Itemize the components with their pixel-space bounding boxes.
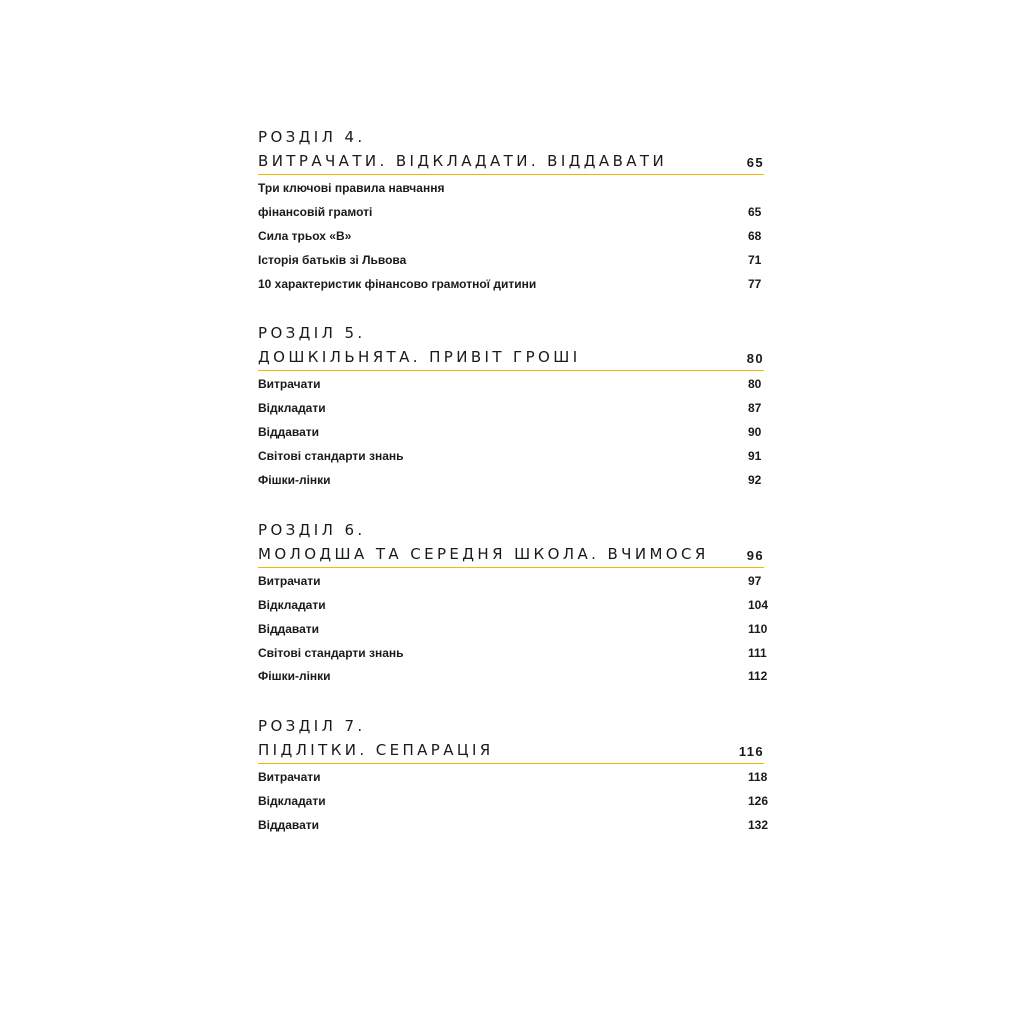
- chapter-divider: [258, 567, 764, 568]
- entry-title: 10 характеристик фінансово грамотної дитини: [258, 276, 537, 291]
- toc-entry: [258, 273, 768, 297]
- toc-entry: [258, 201, 768, 225]
- toc-entry: [258, 397, 768, 421]
- toc-entry: [258, 814, 768, 838]
- entry-page: 71: [748, 252, 762, 267]
- entry-title: Віддавати: [258, 425, 320, 440]
- entry-page: 91: [748, 449, 762, 464]
- entry-title: Витрачати: [258, 573, 321, 588]
- toc-entry: [258, 249, 768, 273]
- entry-title: Сила трьох «В»: [258, 228, 352, 243]
- chapter-page-number: 96: [746, 547, 764, 563]
- entry-page: 111: [748, 645, 767, 660]
- entry-title: Світові стандарти знань: [258, 449, 404, 464]
- entry-title: Віддавати: [258, 818, 320, 833]
- toc-entry: [258, 618, 768, 642]
- toc-entry: [258, 594, 768, 618]
- chapter-4: [258, 126, 768, 296]
- entry-title: Три ключові правила навчання: [258, 181, 445, 195]
- entry-page: 132: [748, 818, 769, 833]
- chapter-title-row: [258, 541, 768, 567]
- entry-title: фінансовій грамоті: [258, 204, 373, 219]
- toc-entry: [258, 642, 768, 666]
- entry-page: 80: [748, 377, 762, 392]
- toc-entry: [258, 421, 768, 445]
- chapter-title: ПІДЛІТКИ. СЕПАРАЦІЯ: [258, 741, 494, 760]
- entry-page: 68: [748, 228, 762, 243]
- chapter-label: РОЗДІЛ 4.: [258, 128, 366, 146]
- entry-title: Витрачати: [258, 770, 321, 785]
- entry-title: Відкладати: [258, 597, 326, 612]
- entry-page: 97: [748, 573, 762, 588]
- entry-title: Історія батьків зі Львова: [258, 252, 407, 267]
- chapter-title-row: [258, 148, 768, 174]
- toc-entry: [258, 665, 768, 689]
- entry-title: Світові стандарти знань: [258, 645, 404, 660]
- chapter-title: ДОШКІЛЬНЯТА. ПРИВІТ ГРОШІ: [258, 348, 581, 367]
- chapter-title-row: [258, 344, 768, 370]
- entry-title: Витрачати: [258, 377, 321, 392]
- toc-entry: [258, 766, 768, 790]
- entry-page: 110: [748, 621, 768, 636]
- entry-title: Фішки-лінки: [258, 473, 331, 488]
- toc-entry: [258, 225, 768, 249]
- entry-title: Віддавати: [258, 621, 320, 636]
- chapter-divider: [258, 370, 764, 371]
- chapter-divider: [258, 763, 764, 764]
- chapter-title: ВИТРАЧАТИ. ВІДКЛАДАТИ. ВІДДАВАТИ: [258, 152, 668, 170]
- chapter-page-number: 80: [746, 351, 764, 367]
- entry-page: 92: [748, 473, 762, 488]
- chapter-5: [258, 322, 768, 492]
- toc-entry: [258, 570, 768, 594]
- toc-entry: [258, 373, 768, 397]
- chapter-page-number: 65: [746, 155, 764, 170]
- entry-page: 104: [748, 597, 769, 612]
- entry-page: 87: [748, 401, 762, 416]
- entry-page: 65: [748, 204, 762, 219]
- chapter-label: РОЗДІЛ 7.: [258, 717, 366, 736]
- chapter-page-number: 116: [738, 744, 764, 760]
- entry-page: 90: [748, 425, 762, 440]
- table-of-contents: [258, 126, 768, 864]
- chapter-title-row: [258, 737, 768, 763]
- entry-title: Відкладати: [258, 401, 326, 416]
- entry-title: Відкладати: [258, 794, 326, 809]
- entry-page: 118: [748, 770, 768, 785]
- chapter-6: [258, 519, 768, 689]
- chapter-7: [258, 715, 768, 838]
- entry-page: 77: [748, 276, 762, 291]
- chapter-label: РОЗДІЛ 5.: [258, 324, 366, 343]
- toc-entry: [258, 445, 768, 469]
- entry-title: Фішки-лінки: [258, 669, 331, 684]
- toc-entry: [258, 790, 768, 814]
- entry-page: 126: [748, 794, 769, 809]
- toc-entry: [258, 177, 768, 201]
- entry-page: 112: [748, 669, 768, 684]
- toc-entry: [258, 469, 768, 493]
- chapter-divider: [258, 174, 764, 175]
- chapter-label: РОЗДІЛ 6.: [258, 520, 366, 539]
- chapter-title: МОЛОДША ТА СЕРЕДНЯ ШКОЛА. ВЧИМОСЯ: [258, 544, 709, 563]
